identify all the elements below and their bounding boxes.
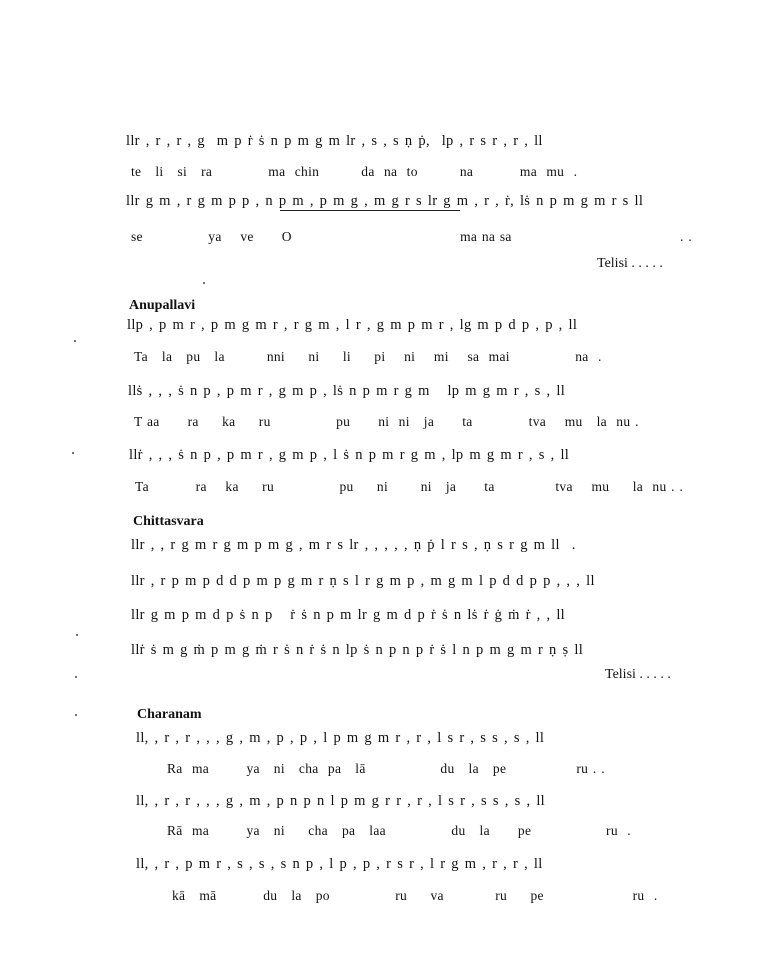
charanam-lyric-line-3: kā mā du la po ru va ru pe ru . xyxy=(172,888,658,903)
scan-speck xyxy=(203,282,205,284)
anupallavi-lyric-line-1: Ta la pu la nni ni li pi ni mi sa mai na . xyxy=(134,349,602,364)
charanam-swara-line-1: ll, , r , r , , , g , m , p , p , l p m g m r , r , l s r , s s , s , ll xyxy=(136,730,545,746)
pallavi-refrain: Telisi . . . . . xyxy=(597,256,663,271)
swara-underline xyxy=(280,210,460,211)
scan-speck xyxy=(72,452,74,454)
anupallavi-swara-line-3: llṙ , , , ṡ n p , p m r , g m p , l ṡ n p m r g m , lp m g m r , s , ll xyxy=(129,447,570,463)
pallavi-lyric-line-2: se ya ve O ma na sa . . xyxy=(131,229,693,244)
anupallavi-lyric-line-2: T aa ra ka ru pu ni ni ja ta tva mu la nu . xyxy=(134,414,639,429)
pallavi-swara-line-2: llr g m , r g m p p , n p m , p m g , m g r s lr g m , r , ṙ, lṡ n p m g m r s ll xyxy=(126,193,644,209)
section-heading-anupallavi: Anupallavi xyxy=(129,298,196,313)
chittasvara-line-4: llṙ ṡ m g ṁ p m g ṁ r ṡ n ṙ ṡ n lp ṡ n p n p ṙ ṡ l n p m g m r ṇ ṣ ll xyxy=(131,642,584,658)
chittasvara-line-2: llr , r p m p d d p m p g m r ṇ s l r g m p , m g m l p d d p p , , , ll xyxy=(131,573,595,589)
chittasvara-refrain: Telisi . . . . . xyxy=(605,667,671,682)
pallavi-lyric-line-1: te li si ra ma chin da na to na ma mu . xyxy=(131,164,578,179)
anupallavi-swara-line-2: llṡ , , , ṡ n p , p m r , g m p , lṡ n p m r g m lp m g m r , s , ll xyxy=(128,383,566,399)
scan-speck xyxy=(74,340,76,342)
charanam-lyric-line-2: Rā ma ya ni cha pa laa du la pe ru . xyxy=(167,823,631,838)
chittasvara-line-1: llr , , r g m r g m p m g , m r s lr , , , , , ṇ ṗ l r s , ṇ s r g m ll . xyxy=(131,537,576,553)
charanam-lyric-line-1: Ra ma ya ni cha pa lā du la pe ru . . xyxy=(167,761,605,776)
charanam-swara-line-2: ll, , r , r , , , g , m , p n p n l p m g r r , r , l s r , s s , s , ll xyxy=(136,793,545,809)
section-heading-charanam: Charanam xyxy=(137,707,202,722)
anupallavi-swara-line-1: llp , p m r , p m g m r , r g m , l r , g m p m r , lg m p d p , p , ll xyxy=(127,317,578,333)
scan-speck xyxy=(75,676,77,678)
section-heading-chittasvara: Chittasvara xyxy=(133,514,204,529)
scan-speck xyxy=(75,714,77,716)
scan-speck xyxy=(76,634,78,636)
charanam-swara-line-3: ll, , r , p m r , s , s , s n p , l p , p , r s r , l r g m , r , r , ll xyxy=(136,856,543,872)
chittasvara-line-3: llr g m p m d p ṡ n p ṙ ṡ n p m lr g m d p ṙ ṡ n lṡ ṙ ġ ṁ ṙ , , ll xyxy=(131,607,566,623)
anupallavi-lyric-line-3: Ta ra ka ru pu ni ni ja ta tva mu la nu . . xyxy=(135,479,684,494)
pallavi-swara-line-1: llr , r , r , g m p ṙ ṡ n p m g m lr , s , s ṇ ṗ, lp , r s r , r , ll xyxy=(126,133,543,149)
